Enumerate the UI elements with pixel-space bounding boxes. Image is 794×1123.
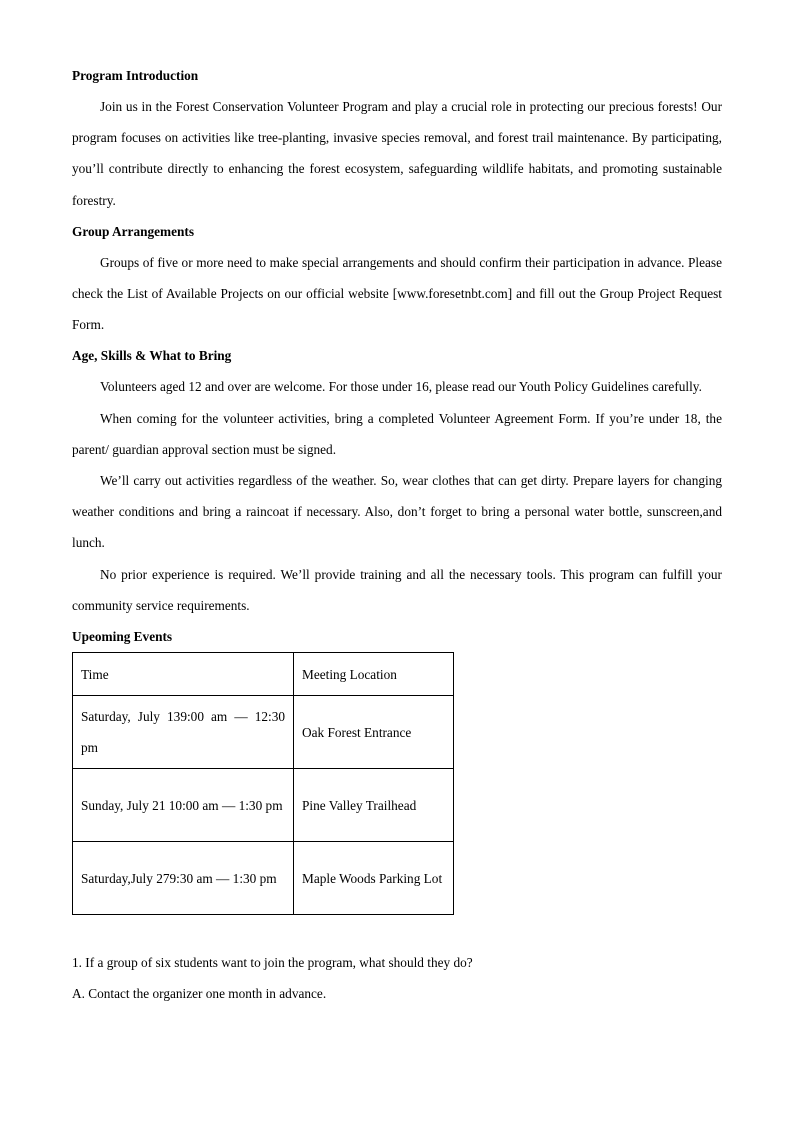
age-paragraph-1: Volunteers aged 12 and over are welcome. For those under 16, please read our Youth Policy Guidelines carefully. <box>100 379 702 395</box>
table-header-row <box>73 653 454 696</box>
table-header-location: Meeting Location <box>294 653 454 696</box>
intro-paragraph: Join us in the Forest Conservation Volunteer Program and play a crucial role in protecting our precious forests! Our program focuses on activities like tree-planting, invasive species removal, and forest trail maintenance. By participating, you’ll contribute directly to enhancing the forest ecosystem, safeguarding wildlife habitats, and promoting sustainable forestry. <box>72 99 722 208</box>
section-heading-age: Age, Skills & What to Bring <box>72 348 232 364</box>
table-row <box>73 842 454 915</box>
age-paragraph-4: No prior experience is required. We’ll provide training and all the necessary tools. This program can fulfill your community service requirements. <box>72 566 722 613</box>
age-paragraph-2: When coming for the volunteer activities, bring a completed Volunteer Agreement Form. If you’re under 18, the parent/ guardian approval section must be signed. <box>72 410 722 457</box>
event-time: Sunday, July 21 10:00 am — 1:30 pm <box>73 769 294 842</box>
event-location: Pine Valley Trailhead <box>294 769 454 842</box>
section-heading-events: Upeoming Events <box>72 629 173 645</box>
event-time: Saturday, July 139:00 am — 12:30 pm <box>73 696 294 769</box>
answer-option-a: A. Contact the organizer one month in advance. <box>72 986 327 1002</box>
section-heading-group: Group Arrangements <box>72 223 195 239</box>
question-text: 1. If a group of six students want to join the program, what should they do? <box>72 955 473 971</box>
group-paragraph: Groups of five or more need to make special arrangements and should confirm their participation in advance. Please check the List of Available Projects on our official website [www.foresetnbt.com] and fill out the Group Project Request Form. <box>72 254 722 333</box>
event-time: Saturday,July 279:30 am — 1:30 pm <box>73 842 294 915</box>
table-row <box>73 696 454 769</box>
document-page <box>72 60 722 1009</box>
spacer <box>72 915 722 947</box>
age-paragraph-3: We’ll carry out activities regardless of the weather. So, wear clothes that can get dirty. Prepare layers for changing weather conditions and bring a raincoat if necessary. Also, don’t forget to bring a personal water bottle, sunscreen,and lunch. <box>72 473 722 551</box>
section-heading-intro: Program Introduction <box>72 68 199 83</box>
event-location: Maple Woods Parking Lot <box>294 842 454 915</box>
event-location: Oak Forest Entrance <box>294 696 454 769</box>
table-header-time: Time <box>73 653 294 696</box>
table-row <box>73 769 454 842</box>
events-table <box>72 652 454 915</box>
